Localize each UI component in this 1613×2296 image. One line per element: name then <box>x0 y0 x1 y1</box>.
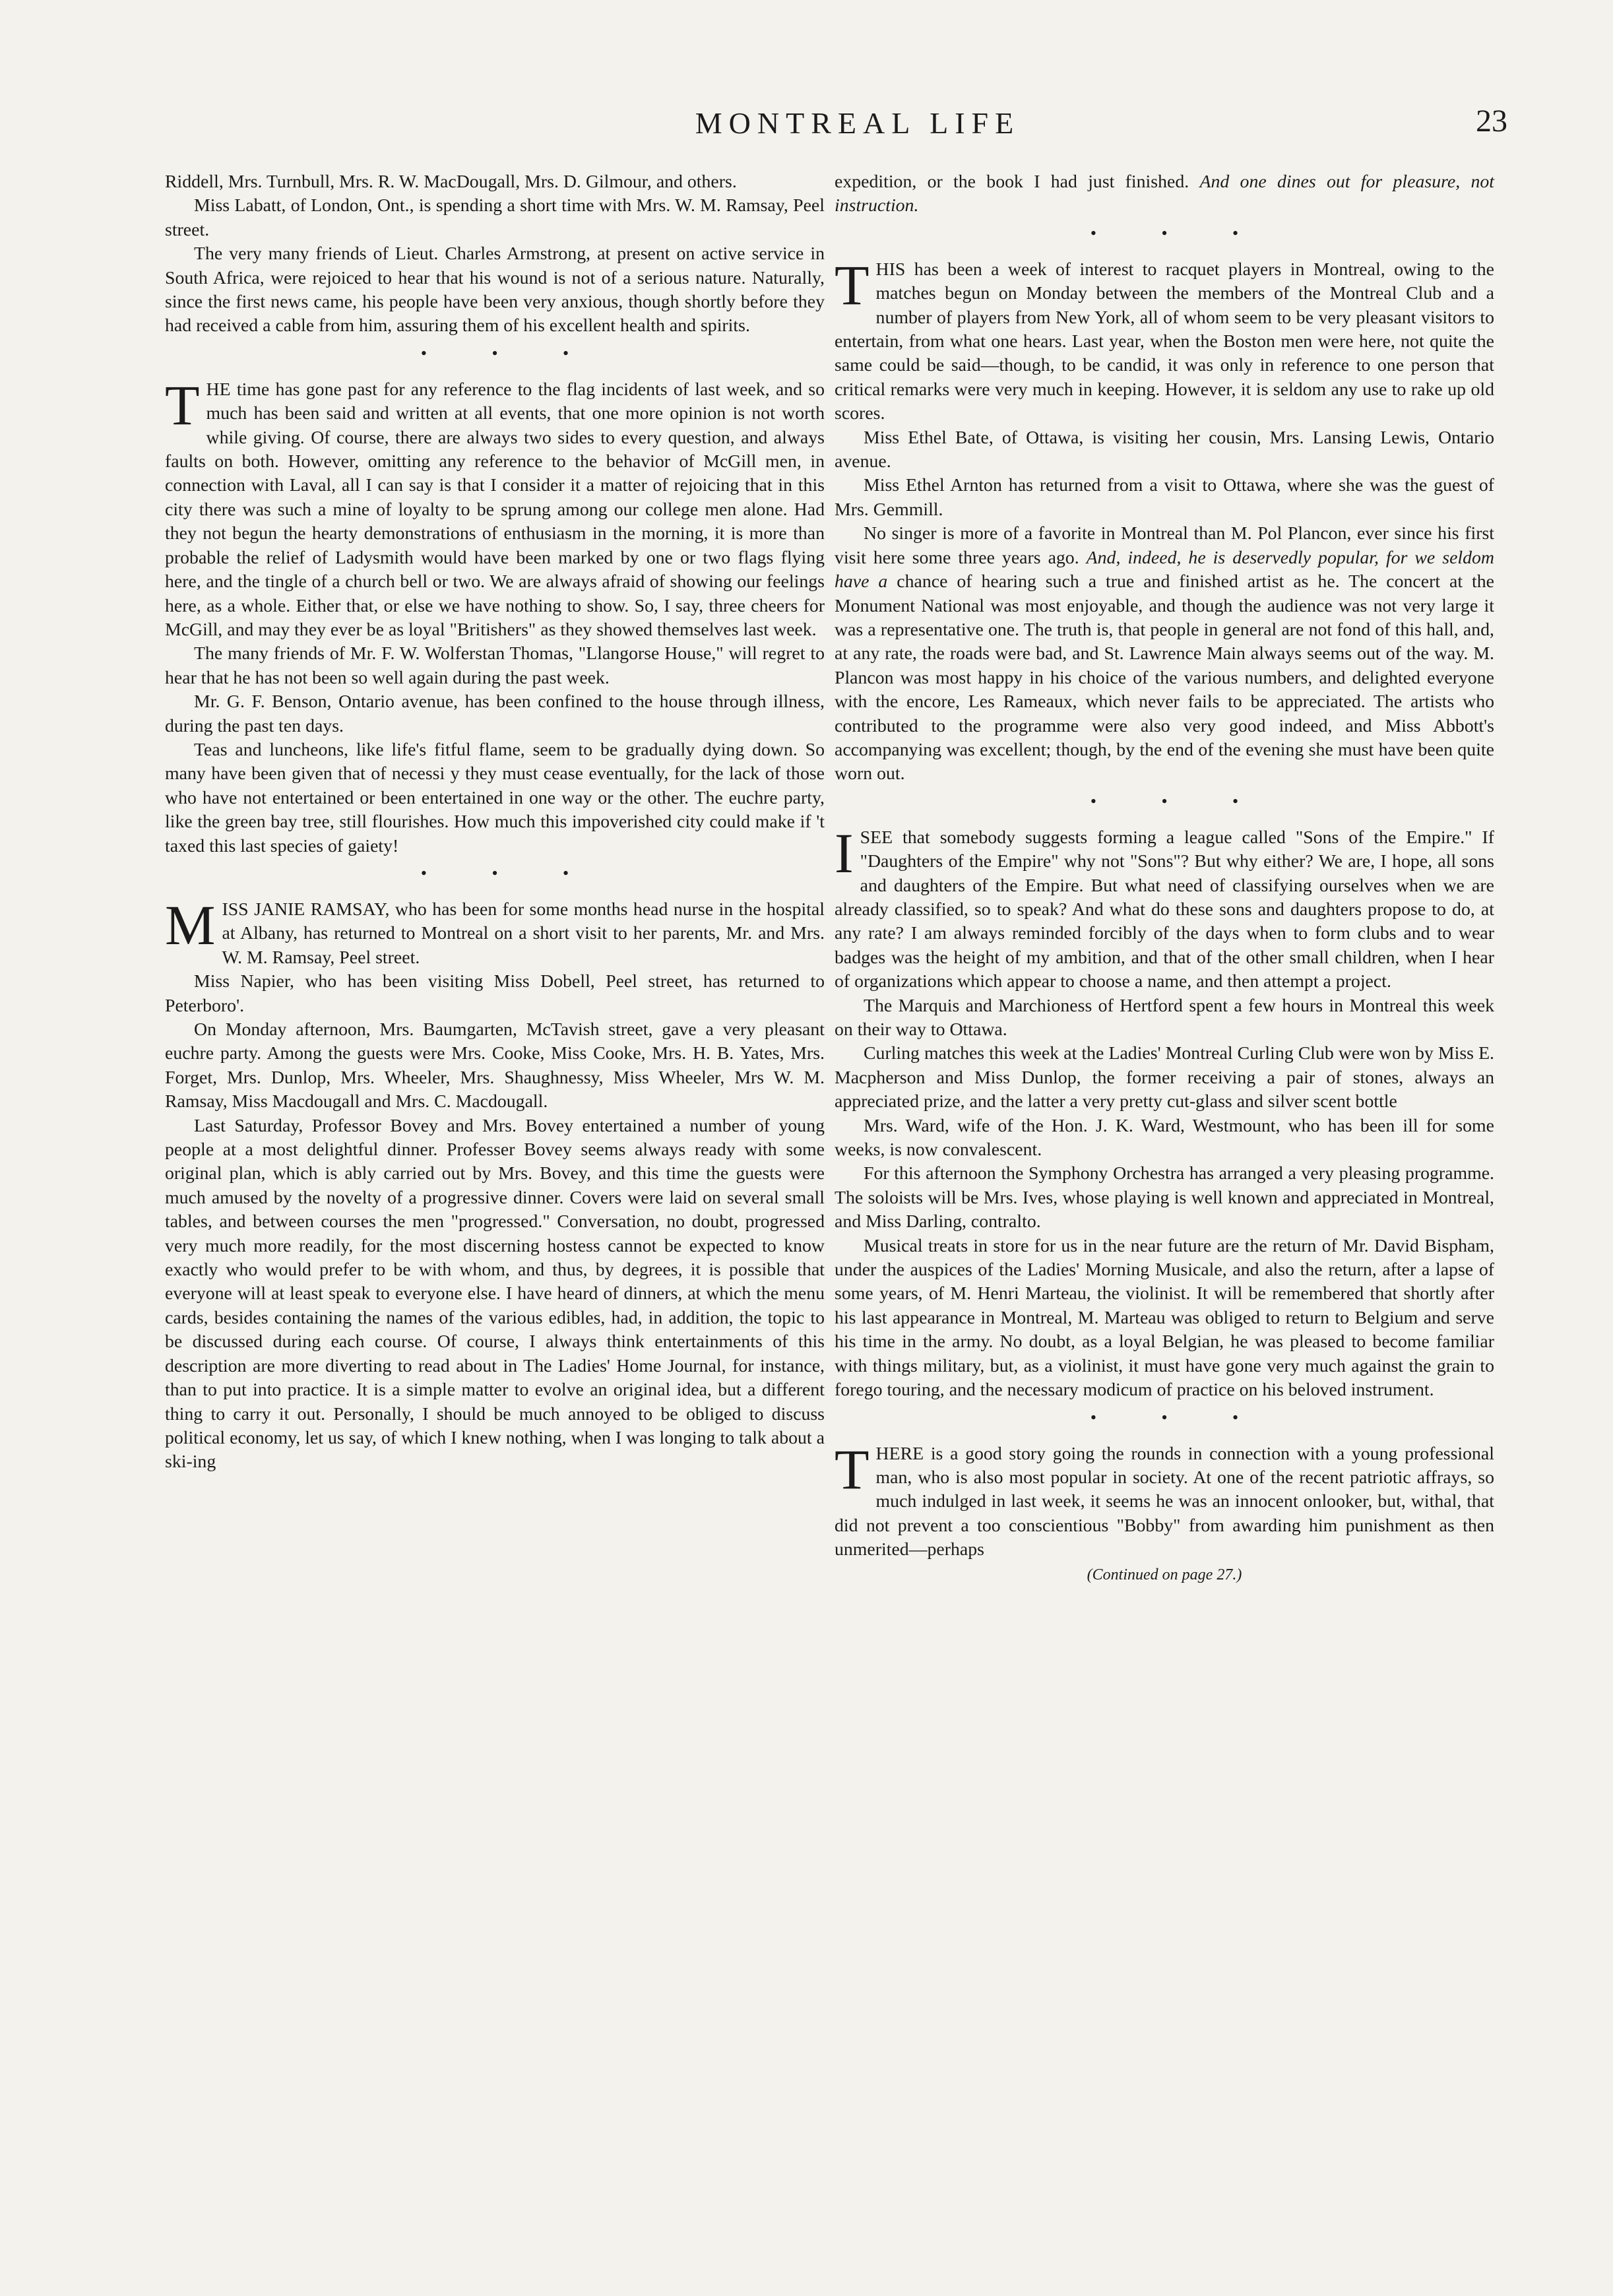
paragraph: Riddell, Mrs. Turnbull, Mrs. R. W. MacDougall, Mrs. D. Gilmour, and others. <box>165 172 737 192</box>
paragraph-text: HE time has gone past for any reference to the flag incidents of last week, and so much has been said and written at all events, that one more opinion is not worth while giving. Of course, there are always two sides to every question, and always faults on both. However, omitting any reference to the behavior of McGill men, in connection with Laval, all I can say is that I consider it a matter of rejoicing that in this city there was such a mine of loyalty to be sprung among our college men alone. Had they not begun the hearty demonstrations of enthusiasm in the morning, it is more than probable the relief of Ladysmith would have been marked by one or two flags flying here, and the tingle of a church bell or two. We are always afraid of showing our feelings here, as a whole. Either that, or else we have nothing to show. So, I say, three cheers for McGill, and may they ever be as loyal "Britishers" as they showed themselves last week. <box>165 379 825 640</box>
page-header <box>0 99 1613 152</box>
paragraph: Musical treats in store for us in the near future are the return of Mr. David Bispham, under the auspices of the Ladies' Morning Musicale, and also the return, after a lapse of some years, of M. Henri Marteau, the violinist. It will be remembered that shortly after his last appearance in Montreal, M. Marteau was obliged to return to Belgium and serve his time in the army. No doubt, as a loyal Belgian, he was pleased to become familiar with things military, but, as a violinist, it must have gone very much against the grain to forego touring, and the necessary modicum of practice on his beloved instrument. <box>835 1235 1494 1401</box>
drop-cap: M <box>165 893 216 957</box>
paragraph: Last Saturday, Professor Bovey and Mrs. Bovey entertained a number of young people at a most delightful dinner. Professer Bovey seems always ready with some original plan, which is ably carried out by Mrs. Bovey, and this time the guests were much amused by the novelty of a progressive dinner. Covers were laid on several small tables, and between courses the men "progressed." Conversation, no doubt, progressed very much more readily, for the most discerning hostess cannot be expected to know exactly who would prefer to be with whom, and thus, by degrees, it is possible that everyone will at least speak to everyone else. I have heard of dinners, at which the menu cards, besides containing the names of the various edibles, had, in addition, the topic to be discussed during each course. Of course, I always think entertainments of this description are more diverting to read about in The Ladies' Home Journal, for instance, than to put into practice. It is a simple matter to evolve an original idea, but a different thing to carry it out. Personally, I should be much annoyed to be obliged to discuss political economy, let us say, of which I knew nothing, when I was longing to talk about a ski-ing <box>165 1115 825 1473</box>
paragraph-text: chance of hearing such a true and finished artist as he. The concert at the Monument National was most enjoyable, and though the audience was not very large it was a representative one. The truth is, that people in general are not fond of this hall, and, at any rate, the roads were bad, and St. Lawrence Main always seems out of the way. M. Plancon was most happy in his choice of the various numbers, and delighted everyone with the encore, Les Rameaux, which never fails to be appreciated. The artists who contributed to the programme were also very good indeed, and Miss Abbott's accompanying was excellent; though, by the end of the evening she must have been quite worn out. <box>835 571 1495 784</box>
paragraph: Mrs. Ward, wife of the Hon. J. K. Ward, Westmount, who has been ill for some weeks, is now convalescent. <box>835 1115 1494 1161</box>
paragraph-text: HIS has been a week of interest to racquet players in Montreal, owing to the matches begun on Monday between the members of the Montreal Club and a number of players from New York, all of whom seem to be very pleasant visitors to entertain, from what one hears. Last year, when the Boston men were here, not quite the same could be said—though, to be candid, it was only in reference to one person that critical remarks were very much in keeping. However, it is seldom any use to rake up old scores. <box>835 259 1494 424</box>
paragraph: Miss Ethel Bate, of Ottawa, is visiting her cousin, Mrs. Lansing Lewis, Ontario avenue. <box>835 427 1494 472</box>
paragraph: Miss Napier, who has been visiting Miss Dobell, Peel street, has returned to Peterboro'. <box>165 971 825 1016</box>
paragraph: The very many friends of Lieut. Charles Armstrong, at present on active service in South Africa, were rejoiced to hear that his wound is not of a serious nature. Naturally, since the first news came, his people have been very anxious, though shortly before they had received a cable from him, assuring them of his excellent health and spirits. <box>165 243 825 336</box>
right-column <box>835 170 1494 1585</box>
paragraph: On Monday afternoon, Mrs. Baumgarten, McTavish street, gave a very pleasant euchre party. Among the guests were Mrs. Cooke, Miss Cooke, Mrs. H. B. Yates, Mrs. Forget, Mrs. Dunlop, Mrs. Wheeler, Mrs. Shaughnessy, Miss Wheeler, Mrs W. M. Ramsay, Miss Macdougall and Mrs. C. Macdougall. <box>165 1019 825 1112</box>
page-number: 23 <box>1476 104 1507 139</box>
paragraph: Teas and luncheons, like life's fitful flame, seem to be gradually dying down. So many have been given that of necessi y they must cease eventually, for the lack of those who have not entertained or been entertained in one way or the other. The euchre party, like the green bay tree, still flourishes. How much this impoverished city could make if 't taxed this last species of gaiety! <box>165 739 825 856</box>
section-lead-paragraph <box>835 821 1494 994</box>
paragraph: For this afternoon the Symphony Orchestra has arranged a very pleasing programme. The soloists will be Mrs. Ives, whose playing is well known and appreciated in Montreal, and Miss Darling, contralto. <box>835 1163 1494 1232</box>
section-lead-paragraph <box>835 1437 1494 1562</box>
paragraph-text: SEE that somebody suggests forming a league called "Sons of the Empire." If "Daughters of the Empire" why not "Sons"? But why either? We are, I hope, all sons and daughters of the Empire. But what need of classifying ourselves when we are already classified, so to speak? And what do these sons and daughters propose to do, at any rate? I am always reminded forcibly of the days when to form clubs and to wear badges was the height of my ambition, and that of the other small children, when I hear of organizations which appear to choose a name, and then attempt a project. <box>835 827 1494 992</box>
left-column <box>165 170 825 1475</box>
section-lead-paragraph <box>835 253 1494 426</box>
paragraph: Miss Labatt, of London, Ont., is spending a short time with Mrs. W. M. Ramsay, Peel street. <box>165 195 825 240</box>
paragraph <box>835 522 1494 786</box>
paragraph: The Marquis and Marchioness of Hertford spent a few hours in Montreal this week on their way to Ottawa. <box>835 995 1494 1040</box>
paragraph-text: ISS JANIE RAMSAY, who has been for some months head nurse in the hospital at Albany, has returned to Montreal on a short visit to her parents, Mr. and Mrs. W. M. Ramsay, Peel street. <box>222 899 825 968</box>
drop-cap: T <box>835 253 870 317</box>
paragraph: Mr. G. F. Benson, Ontario avenue, has been confined to the house through illness, during the past ten days. <box>165 691 825 736</box>
section-separator: • • • <box>420 343 600 363</box>
section-separator: • • • <box>420 863 600 883</box>
paragraph: The many friends of Mr. F. W. Wolferstan Thomas, "Llangorse House," will regret to hear that he has not been so well again during the past week. <box>165 643 825 688</box>
paragraph-text: HERE is a good story going the rounds in connection with a young professional man, who is also most popular in society. At one of the recent patriotic affrays, so much indulged in last week, it seems he was an innocent onlooker, but, withal, that did not prevent a too conscientious "Bobby" from awarding him punishment as then unmerited—perhaps <box>835 1443 1494 1560</box>
paragraph <box>835 170 1494 218</box>
section-separator: • • • <box>1090 1407 1269 1427</box>
running-head: MONTREAL LIFE <box>695 106 1021 140</box>
italic-text: And one dines out for pleasure, not instruction. <box>835 172 1494 216</box>
paragraph: Curling matches this week at the Ladies' Montreal Curling Club were won by Miss E. Macpherson and Miss Dunlop, the former receiving a pair of stones, always an appreciated prize, and the latter a very pretty cut-glass and silver scent bottle <box>835 1043 1494 1112</box>
section-lead-paragraph <box>165 373 825 642</box>
italic-text: And, indeed, he is deservedly popular, for we seldom have a <box>835 547 1495 592</box>
paragraph-text: expedition, or the book I had just finished. <box>835 172 1200 192</box>
section-lead-paragraph <box>165 893 825 970</box>
paragraph: Miss Ethel Arnton has returned from a visit to Ottawa, where she was the guest of Mrs. Gemmill. <box>835 475 1494 520</box>
drop-cap: T <box>835 1437 870 1501</box>
section-separator: • • • <box>1090 791 1269 811</box>
drop-cap: T <box>165 373 200 437</box>
continued-note: (Continued on page 27.) <box>1087 1566 1242 1583</box>
paragraph-text: No singer is more of a favorite in Montreal than M. Pol Plancon, ever since his first visit here some three years ago. <box>835 523 1494 568</box>
drop-cap: I <box>835 821 854 885</box>
section-separator: • • • <box>1090 223 1269 243</box>
